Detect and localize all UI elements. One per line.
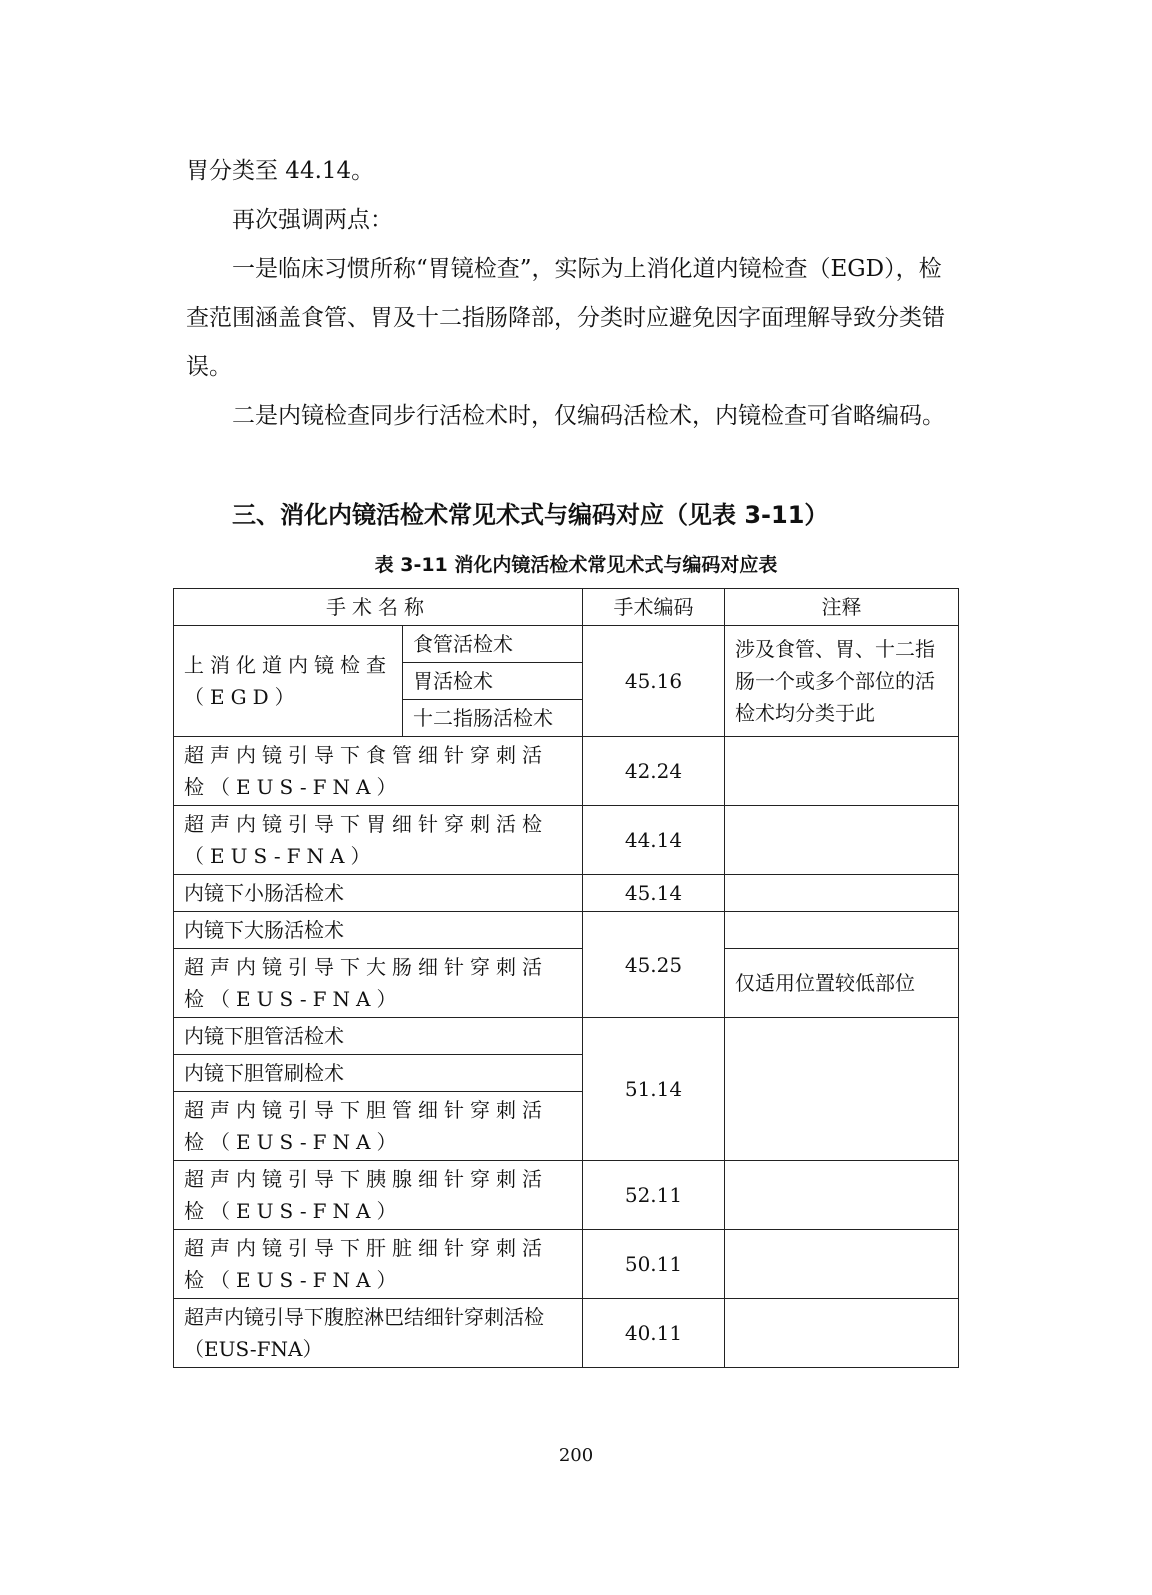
page-number: 200 [558,1445,594,1466]
code-cell: 52.11 [583,1161,725,1230]
table-caption: 表 3-11 消化内镜活检术常见术式与编码对应表 [374,554,778,576]
code-cell: 50.11 [583,1230,725,1299]
code-cell: 40.11 [583,1299,725,1368]
table-row [174,1018,959,1055]
note-cell [725,1018,959,1161]
note-cell [725,1161,959,1230]
note-cell [725,737,959,806]
paragraph-continuation: 胃分类至 44.14。 [186,158,375,184]
name-cell: 内镜下胆管刷检术 [174,1055,583,1092]
header-name: 手术名称 [174,589,583,626]
paragraph-point-two: 二是内镜检查同步行活检术时，仅编码活检术，内镜检查可省略编码。 [232,403,945,429]
paragraph-emphasis-intro: 再次强调两点： [232,207,393,233]
table-row [174,949,959,1018]
egd-note-cell: 涉及食管、胃、十二指肠一个或多个部位的活检术均分类于此 [725,626,959,737]
code-cell: 45.14 [583,875,725,912]
egd-name-cell: 上消化道内镜检查（EGD） [174,626,403,737]
note-cell [725,875,959,912]
note-cell [725,806,959,875]
name-cell: 超声内镜引导下胰腺细针穿刺活检（EUS-FNA） [174,1161,583,1230]
egd-sub-cell: 食管活检术 [403,626,583,663]
name-cell: 内镜下大肠活检术 [174,912,583,949]
code-cell: 42.24 [583,737,725,806]
note-cell [725,912,959,949]
name-cell: 内镜下胆管活检术 [174,1018,583,1055]
note-cell [725,1299,959,1368]
egd-sub-cell: 十二指肠活检术 [403,700,583,737]
name-cell: 超声内镜引导下肝脏细针穿刺活检（EUS-FNA） [174,1230,583,1299]
name-cell: 超声内镜引导下胃细针穿刺活检（EUS-FNA） [174,806,583,875]
header-note: 注释 [725,589,959,626]
coding-table [173,588,959,1368]
egd-sub-cell: 胃活检术 [403,663,583,700]
name-cell: 超声内镜引导下腹腔淋巴结细针穿刺活检（EUS-FNA） [174,1299,583,1368]
table-row [174,1299,959,1368]
table-row [174,912,959,949]
name-cell: 超声内镜引导下胆管细针穿刺活检（EUS-FNA） [174,1092,583,1161]
table-row [174,875,959,912]
header-code: 手术编码 [583,589,725,626]
name-cell: 超声内镜引导下食管细针穿刺活检（EUS-FNA） [174,737,583,806]
table-row [174,806,959,875]
name-cell: 超声内镜引导下大肠细针穿刺活检（EUS-FNA） [174,949,583,1018]
table-row [174,1161,959,1230]
section-heading: 三、消化内镜活检术常见术式与编码对应（见表 3-11） [232,501,829,529]
note-cell [725,1230,959,1299]
code-cell: 45.25 [583,912,725,1018]
paragraph-point-one: 一是临床习惯所称“胃镜检查”，实际为上消化道内镜检查（EGD），检查范围涵盖食管、胃及十二指肠降部，分类时应避免因字面理解导致分类错误。 [186,256,945,380]
name-cell: 内镜下小肠活检术 [174,875,583,912]
table-row [174,737,959,806]
table-row [174,1230,959,1299]
code-cell: 51.14 [583,1018,725,1161]
table-header-row [174,589,959,626]
table-row [174,626,959,663]
egd-code-cell: 45.16 [583,626,725,737]
code-cell: 44.14 [583,806,725,875]
note-cell: 仅适用位置较低部位 [725,949,959,1018]
